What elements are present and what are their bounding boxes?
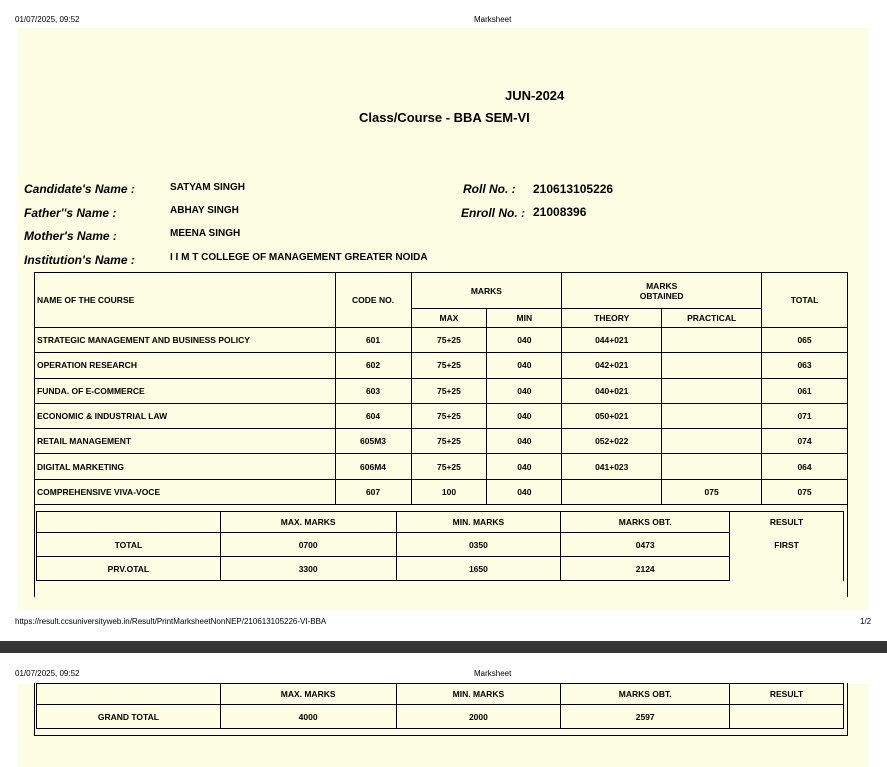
father-name-label: Father''s Name : — [24, 206, 117, 220]
summary-blank — [37, 512, 221, 533]
cell-theory: 042+021 — [562, 353, 662, 378]
total-label: TOTAL — [37, 533, 221, 557]
header-max: MAX — [411, 309, 487, 328]
mother-name-label: Mother's Name : — [24, 229, 117, 243]
summary-header-result: RESULT — [730, 512, 844, 533]
table-row — [35, 479, 848, 504]
cell-min: 040 — [487, 479, 562, 504]
roll-label: Roll No. : — [463, 182, 516, 196]
enroll-number: 21008396 — [533, 205, 587, 219]
cell-code: 604 — [335, 403, 411, 428]
header-course-name: NAME OF THE COURSE — [35, 273, 336, 328]
cell-min: 040 — [487, 403, 562, 428]
enroll-label: Enroll No. : — [461, 206, 525, 220]
cell-min: 040 — [487, 454, 562, 479]
summary-header-max: MAX. MARKS — [220, 512, 396, 533]
table-row — [35, 403, 848, 428]
cell-name: STRATEGIC MANAGEMENT AND BUSINESS POLICY — [35, 328, 336, 353]
cell-total: 075 — [762, 479, 848, 504]
grand-obt: 2597 — [561, 705, 730, 729]
cell-theory — [562, 479, 662, 504]
cell-theory: 050+021 — [562, 403, 662, 428]
grand-total-label: GRAND TOTAL — [37, 705, 221, 729]
cell-max: 75+25 — [411, 403, 487, 428]
table-row — [35, 378, 848, 403]
result-value: FIRST — [730, 533, 844, 581]
grand-header-min: MIN. MARKS — [396, 684, 561, 705]
mother-name: MEENA SINGH — [170, 228, 241, 239]
print-title-page2: Marksheet — [474, 669, 512, 678]
table-row — [35, 328, 848, 353]
grand-min: 2000 — [396, 705, 561, 729]
table-row — [35, 353, 848, 378]
cell-total: 065 — [762, 328, 848, 353]
cell-practical — [662, 378, 762, 403]
cell-max: 75+25 — [411, 454, 487, 479]
candidate-name-label: Candidate's Name : — [24, 182, 135, 196]
cell-code: 602 — [335, 353, 411, 378]
cell-max: 75+25 — [411, 378, 487, 403]
cell-theory: 052+022 — [562, 429, 662, 454]
prev-total-label: PRV.OTAL — [37, 557, 221, 581]
grand-max: 4000 — [220, 705, 396, 729]
cell-min: 040 — [487, 378, 562, 403]
cell-total: 063 — [762, 353, 848, 378]
grand-blank — [37, 684, 221, 705]
header-practical: PRACTICAL — [662, 309, 762, 328]
grand-header-result: RESULT — [730, 684, 844, 705]
cell-name: OPERATION RESEARCH — [35, 353, 336, 378]
header-theory: THEORY — [562, 309, 662, 328]
summary-header-min: MIN. MARKS — [396, 512, 561, 533]
cell-practical: 075 — [662, 479, 762, 504]
page-number: 1/2 — [860, 617, 872, 626]
cell-practical — [662, 403, 762, 428]
roll-number: 210613105226 — [533, 182, 614, 196]
marks-table — [34, 272, 848, 505]
cell-theory: 040+021 — [562, 378, 662, 403]
total-min: 0350 — [396, 533, 561, 557]
total-max: 0700 — [220, 533, 396, 557]
prev-obt: 2124 — [561, 557, 730, 581]
cell-name: RETAIL MANAGEMENT — [35, 429, 336, 454]
cell-practical — [662, 353, 762, 378]
cell-max: 75+25 — [411, 353, 487, 378]
grand-total-table — [36, 683, 844, 729]
cell-name: DIGITAL MARKETING — [35, 454, 336, 479]
cell-code: 606M4 — [335, 454, 411, 479]
cell-code: 603 — [335, 378, 411, 403]
prev-min: 1650 — [396, 557, 561, 581]
grand-header-max: MAX. MARKS — [220, 684, 396, 705]
cell-name: ECONOMIC & INDUSTRIAL LAW — [35, 403, 336, 428]
grand-result — [730, 705, 844, 729]
header-marks-obtained-text: MARKS OBTAINED — [639, 280, 684, 301]
total-obt: 0473 — [561, 533, 730, 557]
cell-max: 100 — [411, 479, 487, 504]
header-total: TOTAL — [762, 273, 848, 328]
cell-min: 040 — [487, 328, 562, 353]
institution-label: Institution's Name : — [24, 253, 135, 267]
header-min: MIN — [487, 309, 562, 328]
father-name: ABHAY SINGH — [170, 205, 239, 216]
cell-practical — [662, 328, 762, 353]
summary-table — [36, 511, 844, 581]
cell-max: 75+25 — [411, 328, 487, 353]
cell-total: 064 — [762, 454, 848, 479]
cell-total: 071 — [762, 403, 848, 428]
print-title: Marksheet — [474, 15, 512, 24]
table-row — [35, 454, 848, 479]
cell-name: COMPREHENSIVE VIVA-VOCE — [35, 479, 336, 504]
cell-practical — [662, 454, 762, 479]
cell-code: 607 — [335, 479, 411, 504]
print-url: https://result.ccsuniversityweb.in/Result/PrintMarksheetNonNEP/210613105226-VI-BBA — [15, 617, 327, 626]
page-break — [0, 641, 887, 653]
cell-practical — [662, 429, 762, 454]
cell-code: 601 — [335, 328, 411, 353]
cell-theory: 044+021 — [562, 328, 662, 353]
header-marks: MARKS — [411, 273, 562, 309]
cell-name: FUNDA. OF E-COMMERCE — [35, 378, 336, 403]
cell-min: 040 — [487, 353, 562, 378]
cell-code: 605M3 — [335, 429, 411, 454]
cell-min: 040 — [487, 429, 562, 454]
summary-header-obt: MARKS OBT. — [561, 512, 730, 533]
prev-max: 3300 — [220, 557, 396, 581]
candidate-name: SATYAM SINGH — [170, 182, 246, 193]
table-row — [35, 429, 848, 454]
cell-max: 75+25 — [411, 429, 487, 454]
grand-header-obt: MARKS OBT. — [561, 684, 730, 705]
header-marks-obtained — [562, 273, 762, 309]
cell-theory: 041+023 — [562, 454, 662, 479]
print-datetime: 01/07/2025, 09:52 — [15, 15, 80, 24]
header-code: CODE NO. — [335, 273, 411, 328]
cell-total: 074 — [762, 429, 848, 454]
print-datetime-page2: 01/07/2025, 09:52 — [15, 669, 80, 678]
cell-total: 061 — [762, 378, 848, 403]
exam-session: JUN-2024 — [505, 88, 565, 103]
course-title: Class/Course - BBA SEM-VI — [359, 110, 530, 125]
institution-name: I I M T COLLEGE OF MANAGEMENT GREATER NOIDA — [170, 252, 428, 263]
